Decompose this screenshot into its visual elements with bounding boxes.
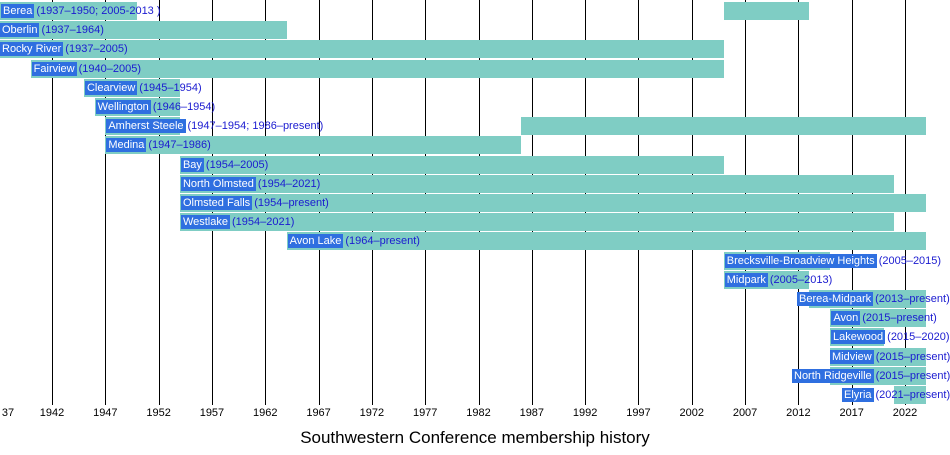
timeline-bar bbox=[724, 2, 809, 20]
bar-label-name: Fairview bbox=[33, 62, 75, 75]
bar-label-years: (2015–present) bbox=[875, 369, 950, 382]
x-tick-label: 1992 bbox=[572, 407, 598, 419]
bar-label-name: Rocky River bbox=[2, 43, 62, 56]
x-axis bbox=[0, 405, 950, 429]
bar-label-years: (1954–2021) bbox=[231, 216, 295, 229]
bar-label-name: Medina bbox=[108, 139, 145, 152]
bar-label-years: (2005–2015) bbox=[878, 254, 942, 267]
bar-label-name: Midpark bbox=[726, 273, 766, 286]
bar-label-years: (1964–present) bbox=[345, 235, 420, 248]
bar-label-name: Midview bbox=[832, 350, 872, 363]
bar-label-years: (2015–present) bbox=[862, 312, 937, 325]
bar-label-name: Elyria bbox=[844, 389, 872, 401]
bar-label-years: (1937–1964) bbox=[41, 24, 104, 37]
bar-label-years: (2013–present) bbox=[875, 293, 950, 305]
bar-label-years: (1937–1950; 2005-2013 ) bbox=[36, 5, 161, 17]
bar-label bbox=[1, 2, 161, 20]
bar-label-name: Westlake bbox=[182, 216, 228, 229]
chart-caption: Southwestern Conference membership history bbox=[300, 428, 650, 447]
bar-label bbox=[181, 194, 329, 212]
bar-label-name: Wellington bbox=[97, 101, 149, 113]
bar-label bbox=[106, 117, 323, 135]
x-tick-label: 2007 bbox=[732, 407, 758, 419]
bar-label-years: (2015–present) bbox=[875, 350, 950, 363]
bar-label-name: Oberlin bbox=[2, 24, 38, 37]
x-tick-label: 2002 bbox=[679, 407, 704, 419]
bar-label-name: North Ridgeville bbox=[794, 369, 872, 382]
bar-label-name: North Olmsted bbox=[182, 177, 254, 190]
bar-label-name: Avon Lake bbox=[289, 235, 342, 248]
x-tick-label: 1987 bbox=[519, 407, 545, 419]
bar-label-years: (2021–present) bbox=[875, 389, 950, 401]
bar-label-name: Berea-Midpark bbox=[799, 293, 872, 305]
bar-label bbox=[32, 60, 141, 78]
bar-label bbox=[0, 40, 128, 58]
bar-label bbox=[725, 252, 941, 270]
bar-label bbox=[181, 175, 320, 193]
x-tick-label: 2012 bbox=[786, 407, 811, 419]
bar-label-name: Clearview bbox=[86, 81, 136, 94]
x-tick-label: 1997 bbox=[626, 407, 651, 419]
bar-label-years: (1937–2005) bbox=[65, 43, 128, 56]
bar-label bbox=[831, 328, 950, 346]
x-tick-label: 1957 bbox=[199, 407, 225, 419]
bar-label-name: Avon bbox=[833, 312, 859, 325]
bar-label bbox=[0, 21, 104, 39]
bar-label-name: Bay bbox=[182, 158, 202, 171]
bar-label bbox=[181, 213, 294, 231]
x-tick-label: 37 bbox=[1, 407, 15, 419]
bar-label-years: (1940–2005) bbox=[78, 62, 142, 75]
x-tick-label: 1972 bbox=[359, 407, 385, 419]
x-tick-label: 2017 bbox=[839, 407, 864, 419]
x-tick-label: 2022 bbox=[892, 407, 918, 419]
bar-label bbox=[830, 348, 950, 366]
bar-label-years: (2015–2020) bbox=[887, 331, 950, 344]
bar-label-years: (1954–present) bbox=[254, 197, 329, 209]
bar-label bbox=[831, 309, 936, 327]
bar-label-name: Berea bbox=[3, 5, 33, 17]
bar-label-name: Lakewood bbox=[833, 331, 884, 344]
bar-label-years: (1945–1954) bbox=[139, 81, 202, 94]
bar-label-name: Brecksville-Broadview Heights bbox=[726, 254, 875, 267]
bar-label bbox=[96, 98, 216, 116]
x-tick-label: 1977 bbox=[412, 407, 438, 419]
bar-label-years: (1954–2005) bbox=[205, 158, 269, 171]
bar-label-years: (2005–2013) bbox=[769, 273, 833, 286]
bar-label-years: (1946–1954) bbox=[152, 101, 216, 113]
bar-label bbox=[85, 79, 202, 97]
bar-label bbox=[842, 386, 950, 404]
bar-label-years: (1947–1954; 1986–present) bbox=[187, 120, 324, 133]
x-tick-label: 1967 bbox=[306, 407, 331, 419]
x-tick-label: 1962 bbox=[253, 407, 278, 419]
bar-label bbox=[181, 156, 268, 174]
x-tick-label: 1947 bbox=[93, 407, 118, 419]
bar-label-years: (1954–2021) bbox=[257, 177, 321, 190]
bar-label bbox=[288, 232, 420, 250]
bar-label bbox=[797, 290, 950, 308]
bar-label-years: (1947–1986) bbox=[148, 139, 211, 152]
x-tick-label: 1982 bbox=[466, 407, 491, 419]
bar-label bbox=[106, 136, 210, 154]
bar-label-name: Amherst Steele bbox=[108, 120, 184, 133]
x-tick-label: 1942 bbox=[39, 407, 65, 419]
bar-label bbox=[792, 367, 950, 385]
bar-label bbox=[725, 271, 833, 289]
timeline-bar bbox=[521, 117, 926, 135]
x-tick-label: 1952 bbox=[146, 407, 171, 419]
bar-label-name: Olmsted Falls bbox=[182, 197, 251, 209]
